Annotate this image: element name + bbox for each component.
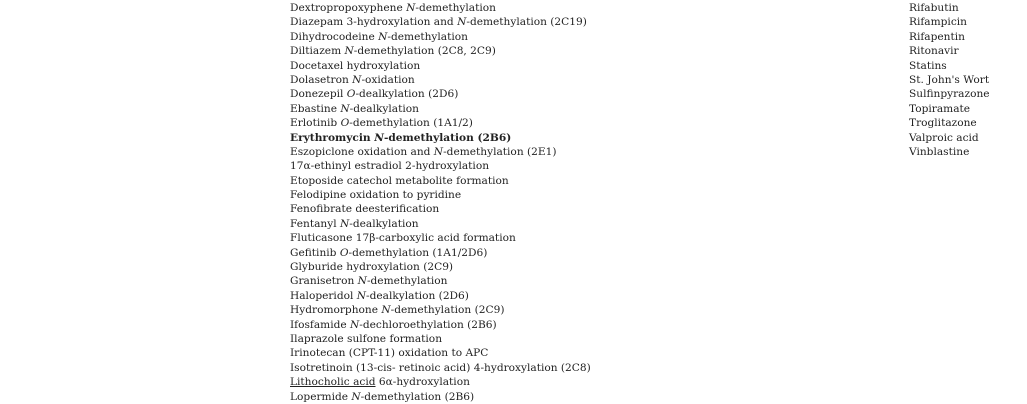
reaction-text: Diltiazem (290, 45, 345, 58)
reaction-item (290, 346, 880, 360)
reaction-text: Granisetron (290, 275, 358, 288)
reaction-text: Lopermide (290, 390, 352, 403)
reaction-text: Dihydrocodeine (290, 30, 379, 43)
reaction-item (290, 246, 880, 260)
reaction-item (290, 73, 880, 87)
reaction-text: Docetaxel hydroxylation (290, 59, 421, 72)
reaction-text: -demethylation (2B6) (383, 131, 512, 144)
reaction-text: -demethylation (2C8, 2C9) (353, 45, 496, 58)
reaction-text: -demethylation (2B6) (360, 390, 475, 403)
reaction-item (290, 131, 880, 145)
reaction-item (290, 303, 880, 317)
inducer-item: Rifabutin (909, 2, 959, 14)
reaction-text: -demethylation (2C9) (390, 304, 505, 317)
reaction-item (290, 59, 880, 73)
reaction-item (290, 274, 880, 288)
reaction-text: -demethylation (387, 30, 468, 43)
inducer-item: Sulfinpyrazone (909, 88, 990, 101)
reaction-text: Ifosfamide (290, 318, 351, 331)
reaction-text: 6α-hydroxylation (375, 376, 470, 389)
reaction-item (290, 30, 880, 44)
reaction-text: N (356, 289, 367, 302)
reaction-item (290, 289, 880, 303)
reaction-text: N (381, 304, 391, 317)
reaction-text: -dechloroethylation (2B6) (359, 318, 497, 331)
reaction-text: Ilaprazole sulfone formation (290, 332, 443, 345)
reaction-text: Erlotinib (290, 117, 341, 130)
reaction-text: -demethylation (366, 275, 448, 288)
reaction-text: Erythromycin (290, 131, 375, 144)
reaction-text: -demethylation (1A1/2D6) (348, 246, 488, 259)
inducer-item: Ritonavir (909, 45, 959, 58)
inducer-item: St. John's Wort (909, 73, 990, 86)
reaction-text: -oxidation (361, 73, 415, 86)
reaction-text: O (339, 246, 349, 259)
reaction-text: N (344, 45, 354, 58)
reaction-text: -dealkylation (349, 217, 419, 230)
reaction-text: N (351, 390, 361, 403)
reaction-text: -dealkylation (2D6) (366, 289, 469, 302)
reaction-text: Felodipine oxidation to pyridine (290, 189, 462, 202)
reaction-item (290, 231, 880, 245)
reaction-text: -demethylation (1A1/2) (349, 117, 473, 130)
reaction-item (290, 159, 880, 173)
reaction-item (290, 361, 880, 375)
reaction-item (290, 318, 880, 332)
reaction-text: Glyburide hydroxylation (2C9) (290, 261, 454, 274)
reaction-text: Dextropropoxyphene (290, 2, 407, 14)
reaction-item (290, 15, 880, 29)
reaction-text: Hydromorphone (290, 304, 382, 317)
reaction-text: N (340, 217, 350, 230)
reaction-text: Fluticasone 17β-carboxylic acid formation (290, 232, 516, 245)
reaction-text: -demethylation (2E1) (443, 145, 557, 158)
reaction-list (290, 1, 880, 404)
reaction-item (290, 217, 880, 231)
reaction-item (290, 44, 880, 58)
reaction-text: Fenofibrate deesterification (290, 203, 440, 216)
reaction-text: O (340, 117, 350, 130)
reaction-text: Eszopiclone oxidation and (290, 145, 434, 158)
reaction-text: -demethylation (2C19) (466, 16, 587, 29)
reaction-text: Lithocholic acid (290, 376, 376, 389)
reaction-text: Isotretinoin (13-cis- retinoic acid) 4-hydroxylation (2C8) (290, 361, 591, 374)
inducer-item: Rifampicin (909, 16, 967, 29)
reaction-text: N (350, 318, 360, 331)
reaction-item (290, 1, 880, 15)
reaction-text: N (352, 73, 362, 86)
reaction-text: N (457, 16, 467, 29)
reaction-text: Etoposide catechol metabolite formation (290, 174, 509, 187)
reaction-text: Diazepam 3-hydroxylation and (290, 16, 458, 29)
reaction-text: Fentanyl (290, 217, 340, 230)
reaction-item (290, 174, 880, 188)
reaction-text: Dolasetron (290, 73, 353, 86)
reaction-text: Gefitinib (290, 246, 340, 259)
reaction-item (290, 188, 880, 202)
reaction-text: N (433, 145, 444, 158)
reaction-item (290, 202, 880, 216)
inducer-item: Vinblastine (909, 145, 970, 158)
reaction-text: -dealkylation (349, 102, 419, 115)
reaction-item (290, 87, 880, 101)
inducer-item: Valproic acid (909, 131, 979, 144)
reaction-text: -dealkylation (2D6) (355, 88, 459, 101)
reaction-text: Donezepil (290, 88, 347, 101)
inducer-item: Troglitazone (909, 117, 977, 130)
reaction-item (290, 145, 880, 159)
reaction-text: N (378, 30, 388, 43)
reaction-item (290, 332, 880, 346)
reaction-text: N (406, 2, 416, 14)
reaction-item (290, 116, 880, 130)
reaction-text: N (374, 131, 384, 144)
reaction-item (290, 260, 880, 274)
reaction-text: Ebastine (290, 102, 341, 115)
reaction-text: Haloperidol (290, 289, 357, 302)
inducer-list (909, 1, 1024, 159)
inducer-item: Statins (909, 59, 947, 72)
reaction-text: N (357, 275, 367, 288)
reaction-item (290, 102, 880, 116)
inducer-item: Topiramate (909, 102, 971, 115)
reaction-text: N (340, 102, 350, 115)
inducer-item: Rifapentin (909, 30, 965, 43)
reaction-text: -demethylation (415, 2, 496, 14)
reaction-text: O (346, 88, 356, 101)
reaction-text: 17α-ethinyl estradiol 2-hydroxylation (290, 160, 490, 173)
reaction-item (290, 375, 880, 389)
reaction-text: Irinotecan (CPT-11) oxidation to APC (290, 347, 489, 360)
